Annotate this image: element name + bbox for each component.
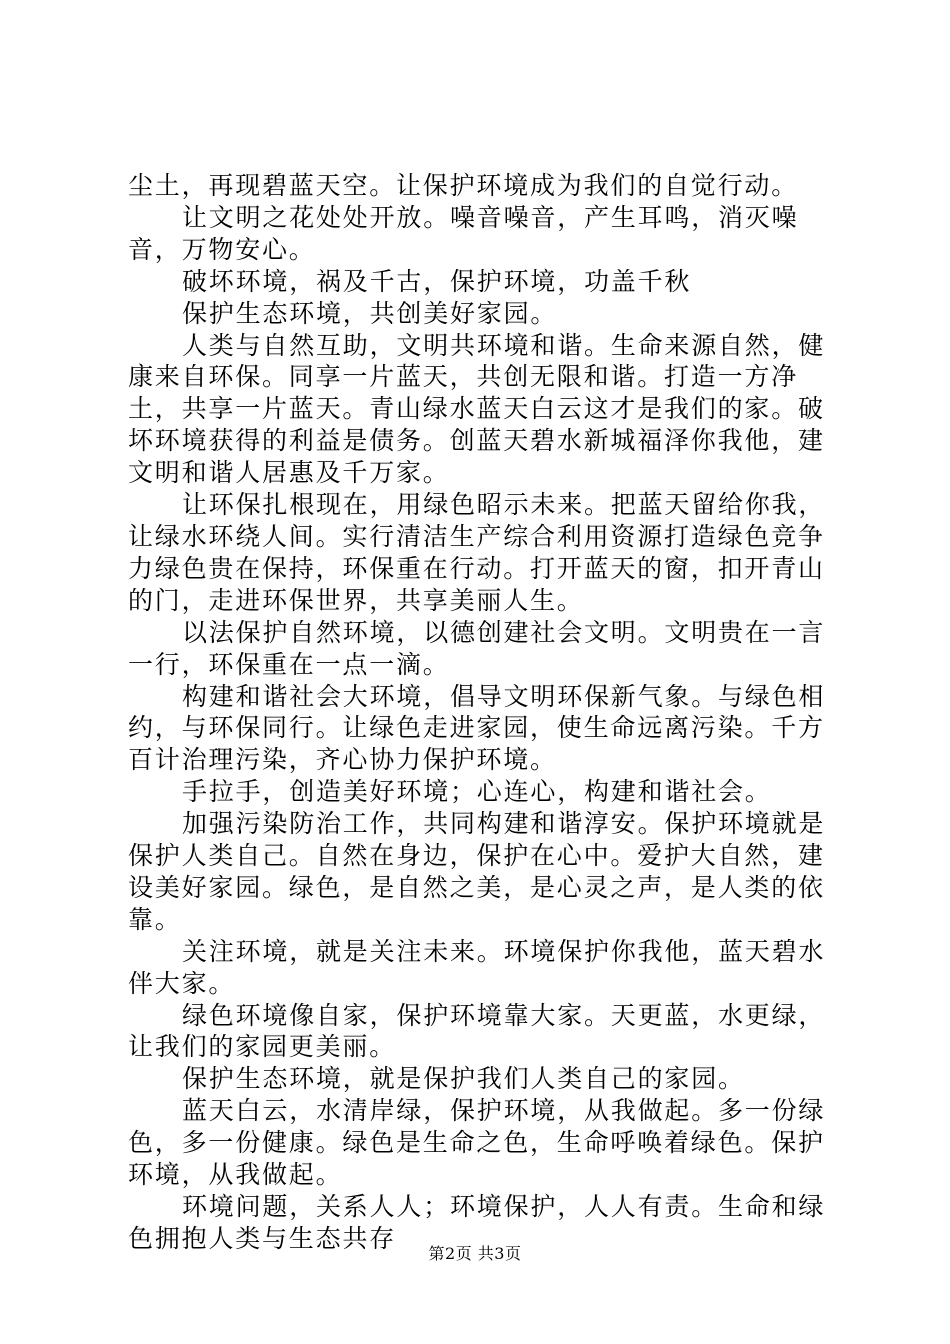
paragraph: 保护生态环境，共创美好家园。 — [182, 298, 558, 328]
paragraph: 绿色环境像自家，保护环境靠大家。天更蓝，水更绿，让我们的家园更美丽。 — [128, 1000, 826, 1062]
paragraph: 蓝天白云，水清岸绿，保护环境，从我做起。多一份绿色，多一份健康。绿色是生命之色，生命呼唤着绿色。保护环境，从我做起。 — [128, 1096, 826, 1190]
paragraph: 以法保护自然环境，以德创建社会文明。文明贵在一言一行，环保重在一点一滴。 — [128, 617, 826, 679]
paragraph: 让环保扎根现在，用绿色昭示未来。把蓝天留给你我，让绿水环绕人间。实行清洁生产综合利用资源打造绿色竞争力绿色贵在保持，环保重在行动。打开蓝天的窗，扣开青山的门，走进环保世界，共享美丽人生。 — [128, 490, 826, 615]
paragraph: 关注环境，就是关注未来。环境保护你我他，蓝天碧水伴大家。 — [128, 936, 826, 998]
paragraph: 保护生态环境，就是保护我们人类自己的家园。 — [182, 1064, 745, 1094]
page-footer: 第2页 共3页 — [428, 1244, 522, 1263]
paragraph: 尘土，再现碧蓝天空。让保护环境成为我们的自觉行动。 — [128, 171, 799, 200]
document-body — [128, 170, 838, 1255]
paragraph: 环境问题，关系人人；环境保护，人人有责。生命和绿色拥抱人类与生态共存 — [128, 1192, 826, 1253]
paragraph: 手拉手，创造美好环境；心连心，构建和谐社会。 — [182, 777, 772, 807]
paragraph: 让文明之花处处开放。噪音噪音，产生耳鸣，消灭噪音，万物安心。 — [128, 202, 799, 264]
paragraph: 人类与自然互助，文明共环境和谐。生命来源自然，健康来自环保。同享一片蓝天，共创无限和谐。打造一方净土，共享一片蓝天。青山绿水蓝天白云这才是我们的家。破坏环境获得的利益是债务。创蓝天碧水新城福泽你我他，建文明和谐人居惠及千万家。 — [128, 330, 826, 488]
paragraph: 构建和谐社会大环境，倡导文明环保新气象。与绿色相约，与环保同行。让绿色走进家园，使生命远离污染。千方百计治理污染，齐心协力保护环境。 — [128, 681, 826, 775]
paragraph: 破坏环境，祸及千古，保护环境，功盖千秋 — [182, 266, 692, 296]
paragraph: 加强污染防治工作，共同构建和谐淳安。保护环境就是保护人类自己。自然在身边，保护在心中。爱护大自然，建设美好家园。绿色，是自然之美，是心灵之声，是人类的依靠。 — [128, 809, 826, 934]
